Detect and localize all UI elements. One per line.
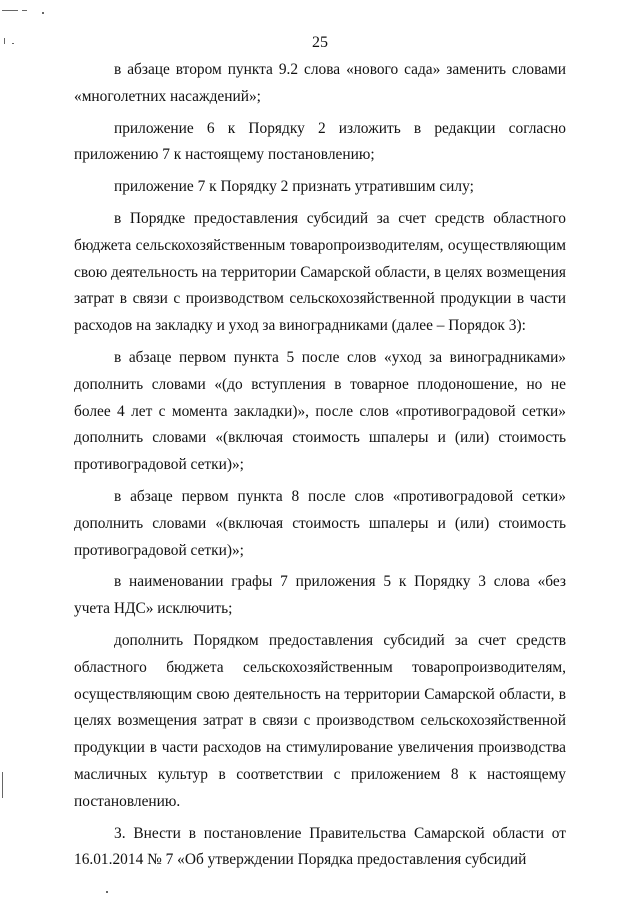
document-body <box>74 57 566 879</box>
scan-mark <box>22 10 27 11</box>
paragraph: приложение 7 к Порядку 2 признать утратившим силу; <box>114 178 474 196</box>
scan-mark <box>42 12 44 14</box>
page-number: 25 <box>312 34 328 51</box>
paragraph: дополнить Порядком предоставления субсидий за счет средств областного бюджета сельскохозяйственным товаропроизводителям, осуществляющим свою деятельность на территории Самарской области, в целях возмещения затрат в связи с производством сельскохозяйственной продукции в части расходов на стимулирование увеличения производства масличных культур в соответствии с приложением 8 к настоящему постановлению. <box>74 631 566 810</box>
paragraph: 3. Внести в постановление Правительства Самарской области от 16.01.2014 № 7 «Об утверждении Порядка предоставления субсидий <box>74 824 566 869</box>
paragraph: в Порядке предоставления субсидий за счет средств областного бюджета сельскохозяйственным товаропроизводителям, осуществляющим свою деятельность на территории Самарской области, в целях возмещения затрат в связи с производством сельскохозяйственной продукции в части расходов на закладку и уход за виноградниками (далее – Порядок 3): <box>74 209 566 335</box>
scan-mark <box>106 891 108 893</box>
scan-mark <box>2 772 3 798</box>
paragraph: в абзаце втором пункта 9.2 слова «нового сада» заменить словами «многолетних насаждений»; <box>74 61 566 105</box>
paragraph: в абзаце первом пункта 5 после слов «уход за виноградниками» дополнить словами «(до вступления в товарное плодоношение, но не более 4 лет с момента закладки)», после слов «противоградовой сетки» дополнить словами «(включая стоимость шпалеры и (или) стоимость противоградовой сетки)»; <box>74 348 566 474</box>
paragraph: в наименовании графы 7 приложения 5 к Порядку 3 слова «без учета НДС» исключить; <box>74 573 566 618</box>
scan-mark <box>2 10 18 11</box>
paragraph: приложение 6 к Порядку 2 изложить в редакции согласно приложению 7 к настоящему постановлению; <box>74 119 566 164</box>
paragraph: в абзаце первом пункта 8 после слов «противоградовой сетки» дополнить словами «(включая стоимость шпалеры и (или) стоимость противоградовой сетки)»; <box>74 487 566 559</box>
